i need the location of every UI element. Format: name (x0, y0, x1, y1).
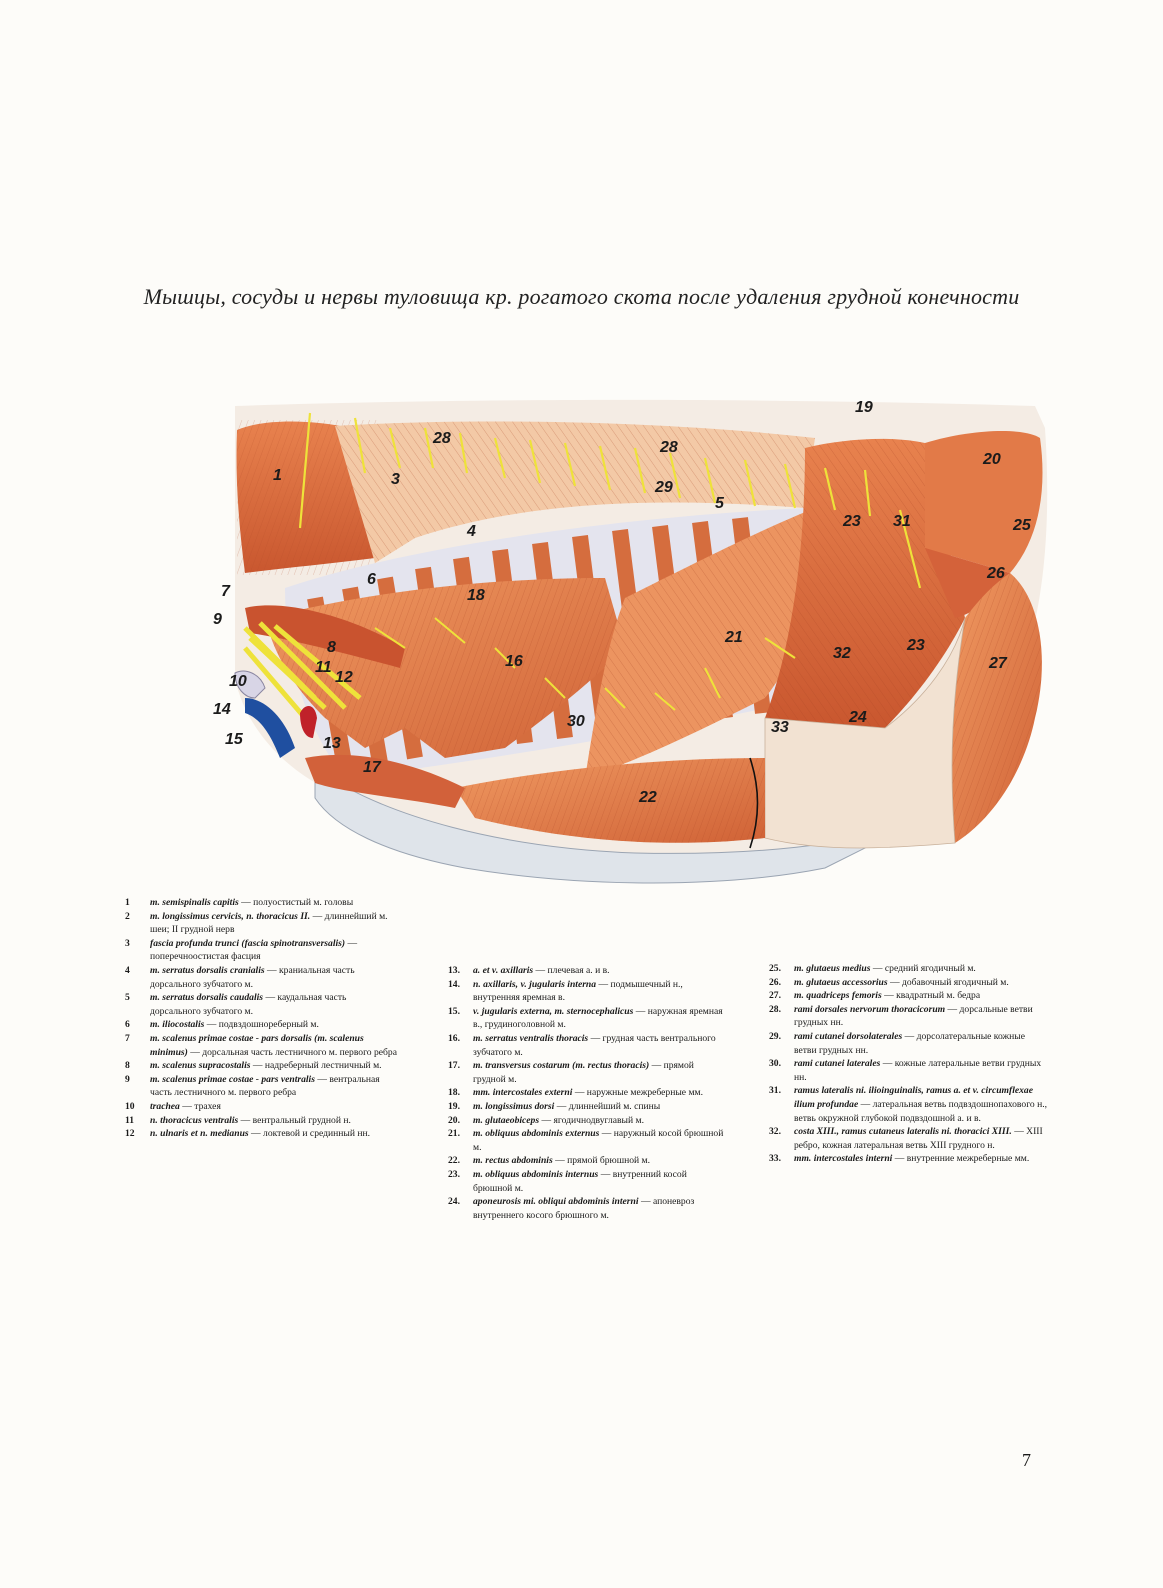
legend-number: 5 (125, 992, 130, 1004)
legend-item (125, 1018, 397, 1032)
legend-number: 19. (448, 1100, 460, 1112)
legend-column-1 (125, 896, 397, 1141)
legend-latin-term: v. jugularis externa, m. sternocephalicus (473, 1005, 634, 1017)
legend-russian-term: — поперечноостистая фасция (150, 937, 358, 963)
legend-item (125, 1114, 397, 1128)
legend-description (473, 1114, 726, 1128)
legend-description (794, 976, 1047, 990)
legend-latin-term: m. iliocostalis (150, 1019, 205, 1031)
legend-number: 30. (769, 1058, 781, 1070)
legend-item (125, 1127, 397, 1141)
legend-description (473, 1100, 726, 1114)
legend-description (150, 896, 397, 910)
legend-latin-term: m. glutaeus accessorius (794, 976, 888, 988)
illustration-svg (205, 398, 1055, 898)
legend-item (769, 1003, 1047, 1030)
legend-item (448, 978, 726, 1005)
legend-description (473, 1127, 726, 1154)
callout-15: 15 (225, 731, 243, 748)
legend-item (125, 910, 397, 937)
legend-item (448, 1032, 726, 1059)
legend-item (125, 1073, 397, 1100)
legend-description (150, 964, 397, 991)
legend-item (448, 1114, 726, 1128)
legend-russian-term: — прямой грудной м. (473, 1060, 694, 1085)
callout-21: 21 (725, 629, 743, 646)
legend-latin-term: aponeurosis mi. obliqui abdominis interni (473, 1196, 639, 1208)
legend-russian-term: — средний ягодичный м. (872, 963, 976, 974)
callout-19: 19 (855, 399, 873, 416)
legend-description (150, 1018, 397, 1032)
legend-description (794, 1030, 1047, 1057)
legend-russian-term: — наружный косой брюшной м. (473, 1128, 724, 1153)
legend-number: 32. (769, 1126, 781, 1138)
legend-russian-term: — добавочный ягодичный м. (889, 976, 1009, 988)
legend-number: 11 (125, 1114, 135, 1126)
legend-item (448, 964, 726, 978)
legend-latin-term: n. thoracicus ventralis (150, 1114, 239, 1126)
legend-description (150, 1032, 397, 1059)
legend-russian-term: — краниальная часть дорсального зубчатого м. (150, 964, 355, 990)
legend-item (769, 976, 1047, 990)
legend-latin-term: m. scalenus supracostalis (150, 1060, 251, 1072)
legend-russian-term: — наружная яремная в., грудиноголовной м. (473, 1005, 723, 1031)
legend-description (794, 1003, 1047, 1030)
legend-description (473, 978, 726, 1005)
legend-russian-term: — плечевая а. и в. (535, 965, 610, 976)
legend-number: 3 (125, 937, 130, 949)
callout-14: 14 (213, 701, 231, 718)
legend-latin-term: m. glutaeobiceps (473, 1114, 540, 1126)
legend-russian-term: — внутренний косой брюшной м. (473, 1168, 687, 1194)
legend-russian-term: — длиннейший м. спины (556, 1100, 661, 1112)
legend-russian-term: — трахея (182, 1100, 221, 1112)
legend-description (473, 1154, 726, 1168)
legend-russian-term: — квадратный м. бедра (884, 990, 981, 1002)
legend-number: 26. (769, 976, 781, 988)
legend-russian-term: — дорсолатеральные кожные ветви грудных нн. (794, 1030, 1025, 1056)
legend-description (794, 1152, 1047, 1166)
legend-latin-term: m. serratus ventralis thoracis (473, 1032, 589, 1044)
callout-6: 6 (367, 571, 376, 588)
callout-9: 9 (213, 611, 222, 628)
callout-17: 17 (363, 759, 381, 776)
legend-number: 14. (448, 978, 460, 990)
legend-latin-term: m. scalenus primae costae - pars dorsalis (m. scalenus minimus) (150, 1032, 364, 1058)
legend-number: 24. (448, 1196, 460, 1208)
legend-russian-term: — каудальная часть дорсального зубчатого м. (150, 992, 347, 1017)
legend-number: 29. (769, 1030, 781, 1042)
legend-russian-term: — грудная часть вентрального зубчатого м. (473, 1032, 716, 1058)
callout-31: 31 (893, 513, 911, 530)
legend-description (794, 1125, 1047, 1152)
legend-description (473, 964, 726, 978)
legend-latin-term: n. axillaris, v. jugularis interna (473, 978, 597, 990)
legend-russian-term: — апоневроз внутреннего косого брюшного м. (473, 1196, 695, 1221)
legend-russian-term: — дорсальные ветви грудных нн. (794, 1003, 1033, 1029)
page-title: Мышцы, сосуды и нервы туловища кр. рогатого скота после удаления грудной конечности (143, 284, 1020, 309)
legend-latin-term: mm. intercostales interni (794, 1153, 893, 1165)
legend-russian-term: — длиннейший м. шеи; II грудной нерв (150, 910, 388, 936)
callout-28a: 28 (433, 430, 451, 447)
legend-latin-term: m. glutaeus medius (794, 963, 871, 974)
legend-description (150, 937, 397, 964)
legend-russian-term: — кожные латеральные ветви грудных нн. (794, 1058, 1042, 1083)
legend-description (794, 989, 1047, 1003)
legend-number: 8 (125, 1060, 130, 1072)
legend-latin-term: m. obliquus abdominis internus (473, 1168, 599, 1180)
callout-33: 33 (771, 719, 789, 736)
callout-8: 8 (327, 639, 336, 656)
legend-description (150, 991, 397, 1018)
legend-latin-term: m. transversus costarum (m. rectus thoracis) (473, 1060, 650, 1072)
callout-29: 29 (655, 479, 673, 496)
legend-latin-term: fascia profunda trunci (fascia spinotransversalis) (150, 937, 346, 949)
legend-item (769, 989, 1047, 1003)
legend-russian-term: — вентральная часть лестничного м. первого ребра (150, 1073, 380, 1099)
legend-item (125, 937, 397, 964)
legend-number: 17. (448, 1060, 460, 1072)
legend-description (150, 910, 397, 937)
legend-item (125, 1100, 397, 1114)
legend-item (448, 1005, 726, 1032)
legend-latin-term: rami cutanei dorsolaterales (794, 1030, 903, 1042)
legend-latin-term: n. ulnaris et n. medianus (150, 1128, 249, 1140)
legend-item (448, 1100, 726, 1114)
legend-number: 28. (769, 1003, 781, 1015)
legend-number: 15. (448, 1005, 460, 1017)
legend-russian-term: — вентральный грудной н. (240, 1114, 351, 1126)
legend-number: 9 (125, 1073, 130, 1085)
callout-20: 20 (983, 451, 1001, 468)
legend-item (448, 1127, 726, 1154)
legend-description (150, 1100, 397, 1114)
legend-latin-term: m. longissimus dorsi (473, 1100, 555, 1112)
legend-russian-term: — дорсальная часть лестничного м. первого ребра (190, 1046, 397, 1058)
legend-number: 10 (125, 1100, 135, 1112)
legend-latin-term: mm. intercostales externi (473, 1087, 573, 1099)
legend-item (769, 962, 1047, 976)
legend-number: 33. (769, 1153, 781, 1165)
callout-18: 18 (467, 587, 485, 604)
legend-item (769, 1084, 1047, 1125)
legend-description (150, 1059, 397, 1073)
legend-russian-term: — локтевой и срединный нн. (251, 1128, 371, 1140)
legend-column-2 (448, 964, 726, 1222)
legend-latin-term: trachea (150, 1100, 180, 1112)
legend-russian-term: — ягодичнодвуглавый м. (541, 1114, 644, 1126)
legend-latin-term: m. rectus abdominis (473, 1155, 553, 1167)
legend-item (448, 1168, 726, 1195)
legend-description (794, 962, 1047, 976)
callout-1: 1 (273, 467, 282, 484)
legend-description (473, 1032, 726, 1059)
legend-number: 31. (769, 1085, 781, 1097)
legend-description (150, 1114, 397, 1128)
legend-item (125, 991, 397, 1018)
legend-item (125, 1059, 397, 1073)
legend-number: 16. (448, 1032, 460, 1044)
callout-10: 10 (229, 673, 247, 690)
legend-russian-term: — подвздошнореберный м. (206, 1019, 319, 1031)
callout-25: 25 (1013, 517, 1031, 534)
legend-number: 23. (448, 1168, 460, 1180)
legend-description (150, 1127, 397, 1141)
legend-russian-term: — надреберный лестничный м. (252, 1060, 382, 1072)
legend-item (448, 1086, 726, 1100)
legend-item (448, 1154, 726, 1168)
legend-number: 2 (125, 910, 130, 922)
callout-13: 13 (323, 735, 341, 752)
legend-latin-term: m. longissimus cervicis, n. thoracicus II. (150, 910, 311, 922)
legend-russian-term: — наружные межреберные мм. (574, 1087, 704, 1099)
legend-item (125, 896, 397, 910)
callout-16: 16 (505, 653, 523, 670)
legend-number: 27. (769, 990, 781, 1002)
callout-3: 3 (391, 471, 400, 488)
legend-number: 20. (448, 1114, 460, 1126)
callout-22: 22 (639, 789, 657, 806)
legend-number: 6 (125, 1019, 130, 1031)
callout-5: 5 (715, 495, 724, 512)
legend-number: 21. (448, 1128, 460, 1140)
legend-russian-term: — латеральная ветвь подвздошнопахового н., ветвь окружной глубокой подвздошной а. и в. (794, 1098, 1048, 1124)
legend-number: 12 (125, 1128, 135, 1140)
callout-23a: 23 (843, 513, 861, 530)
legend-latin-term: costa XIII., ramus cutaneus lateralis ni. thoracici XIII. (794, 1126, 1012, 1138)
legend-russian-term: — внутренние межреберные мм. (894, 1153, 1030, 1165)
legend-item (125, 1032, 397, 1059)
callout-4: 4 (467, 523, 476, 540)
legend-number: 1 (125, 897, 130, 908)
callout-11: 11 (315, 659, 332, 676)
legend-latin-term: rami dorsales nervorum thoracicorum (794, 1003, 946, 1015)
legend-item (125, 964, 397, 991)
legend-item (448, 1059, 726, 1086)
legend-latin-term: m. quadriceps femoris (794, 990, 882, 1002)
legend-number: 22. (448, 1155, 460, 1167)
legend-item (769, 1030, 1047, 1057)
legend-item (769, 1125, 1047, 1152)
legend-latin-term: rami cutanei laterales (794, 1058, 881, 1070)
legend-description (473, 1059, 726, 1086)
legend-item (448, 1195, 726, 1222)
legend-description (473, 1168, 726, 1195)
legend-number: 13. (448, 965, 460, 976)
callout-27: 27 (989, 655, 1007, 672)
legend-description (794, 1084, 1047, 1125)
legend-russian-term: — XIII ребро, кожная латеральная ветвь XIII грудного н. (794, 1126, 1043, 1151)
legend-number: 18. (448, 1087, 460, 1099)
anatomical-illustration (205, 398, 1055, 898)
legend-description (473, 1005, 726, 1032)
callout-28b: 28 (660, 439, 678, 456)
legend-russian-term: — прямой брюшной м. (555, 1155, 651, 1167)
legend-column-3 (769, 962, 1047, 1166)
legend-latin-term: m. serratus dorsalis cranialis (150, 964, 265, 976)
callout-12: 12 (335, 669, 353, 686)
legend-description (150, 1073, 397, 1100)
legend-latin-term: m. semispinalis capitis (150, 897, 239, 908)
legend-description (473, 1195, 726, 1222)
callout-30: 30 (567, 713, 585, 730)
legend-description (473, 1086, 726, 1100)
callout-26: 26 (987, 565, 1005, 582)
callout-32: 32 (833, 645, 851, 662)
legend-latin-term: ramus lateralis ni. ilioinguinalis, ramus a. et v. circumflexae ilium profundae (794, 1085, 1033, 1110)
callout-23b: 23 (907, 637, 925, 654)
legend-number: 25. (769, 963, 781, 974)
legend-number: 4 (125, 964, 130, 976)
legend-latin-term: a. et v. axillaris (473, 965, 534, 976)
legend-russian-term: — полуостистый м. головы (241, 897, 354, 908)
legend-item (769, 1057, 1047, 1084)
legend-number: 7 (125, 1032, 130, 1044)
legend-latin-term: m. scalenus primae costae - pars ventralis (150, 1073, 315, 1085)
callout-7: 7 (221, 583, 230, 600)
legend-latin-term: m. obliquus abdominis externus (473, 1128, 600, 1140)
legend-item (769, 1152, 1047, 1166)
legend-latin-term: m. serratus dorsalis caudalis (150, 992, 264, 1004)
page-number: 7 (1022, 1450, 1031, 1470)
callout-24: 24 (849, 709, 867, 726)
legend-description (794, 1057, 1047, 1084)
legend-russian-term: — подмышечный н., внутренняя яремная в. (473, 978, 683, 1004)
